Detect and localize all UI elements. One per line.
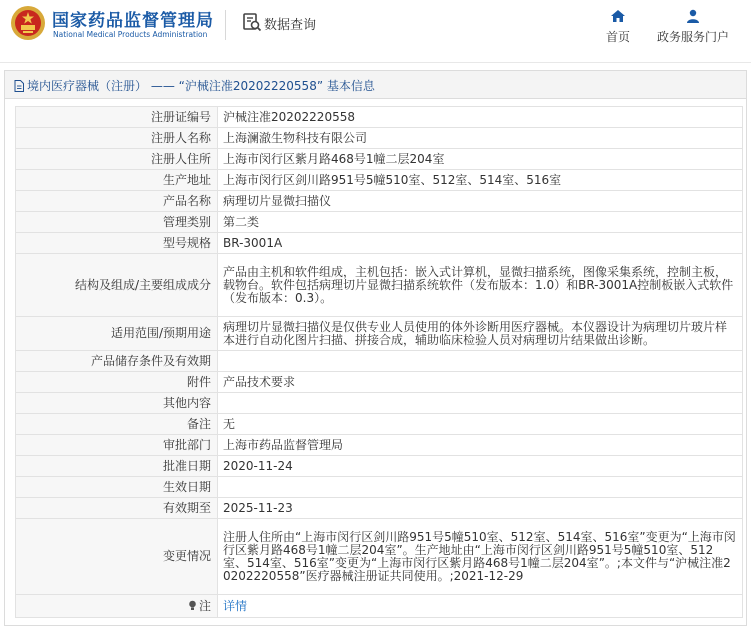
row-value: BR-3001A <box>218 233 743 254</box>
row-key: 型号规格 <box>16 233 218 254</box>
row-value <box>218 351 743 372</box>
data-query-icon <box>242 12 262 32</box>
nav-home[interactable] <box>600 8 636 45</box>
table-row <box>16 414 743 435</box>
header-divider <box>225 10 226 40</box>
table-row <box>16 212 743 233</box>
table-row <box>16 477 743 498</box>
table-row <box>16 149 743 170</box>
row-key: 注册人住所 <box>16 149 218 170</box>
row-value: 病理切片显微扫描仪 <box>218 191 743 212</box>
national-emblem-icon <box>10 5 46 41</box>
note-value <box>218 595 743 618</box>
table-row <box>16 372 743 393</box>
table-row <box>16 128 743 149</box>
row-key: 产品名称 <box>16 191 218 212</box>
row-key: 审批部门 <box>16 435 218 456</box>
row-key: 批准日期 <box>16 456 218 477</box>
row-key: 生效日期 <box>16 477 218 498</box>
row-key: 生产地址 <box>16 170 218 191</box>
document-icon <box>14 80 24 92</box>
row-key: 变更情况 <box>16 519 218 595</box>
row-value <box>218 477 743 498</box>
table-row <box>16 519 743 595</box>
note-key-label: 注 <box>198 598 211 613</box>
user-icon <box>685 8 701 24</box>
nav-gov-service-label: 政务服务门户 <box>656 30 729 44</box>
row-key: 备注 <box>16 414 218 435</box>
row-key: 结构及组成/主要组成成分 <box>16 254 218 317</box>
table-row <box>16 170 743 191</box>
row-value: 病理切片显微扫描仪是仅供专业人员使用的体外诊断用医疗器械。本仪器设计为病理切片玻片样本进行自动化图片扫描、拼接合成，辅助临床检验人员对病理切片结果做出诊断。 <box>218 317 743 351</box>
row-key: 其他内容 <box>16 393 218 414</box>
table-row <box>16 191 743 212</box>
data-query-title: 数据查询 <box>264 18 317 33</box>
header-underline <box>0 62 751 63</box>
row-key: 注册证编号 <box>16 107 218 128</box>
table-row <box>16 233 743 254</box>
lightbulb-icon <box>188 600 197 611</box>
table-row <box>16 351 743 372</box>
row-value: 2025-11-23 <box>218 498 743 519</box>
row-value: 上海市闵行区剑川路951号5幢510室、512室、514室、516室 <box>218 170 743 191</box>
breadcrumb <box>5 71 746 99</box>
row-value: 2020-11-24 <box>218 456 743 477</box>
row-key: 产品储存条件及有效期 <box>16 351 218 372</box>
row-key: 管理类别 <box>16 212 218 233</box>
row-value: 无 <box>218 414 743 435</box>
home-icon <box>610 8 626 24</box>
nav-gov-service-portal[interactable] <box>654 8 732 45</box>
note-key <box>16 595 218 618</box>
table-row <box>16 393 743 414</box>
table-row <box>16 456 743 477</box>
table-row-note <box>16 595 743 618</box>
breadcrumb-text: 境内医疗器械（注册） —— “沪械注准20202220558” 基本信息 <box>27 79 375 93</box>
row-value: 产品技术要求 <box>218 372 743 393</box>
row-value: 注册人住所由“上海市闵行区剑川路951号5幢510室、512室、514室、516室”变更为“上海市闵行区紫月路468号1幢二层204室”。生产地址由“上海市闵行区剑川路951号5幢510室、512室、514室、516室”变更为“上海市闵行区紫月路468号1幢二层204室”。;本文件与“沪械注准20202220558”医疗器械注册证共同使用。;2021-12-29 <box>218 519 743 595</box>
row-key: 适用范围/预期用途 <box>16 317 218 351</box>
row-key: 有效期至 <box>16 498 218 519</box>
row-value: 上海澜澈生物科技有限公司 <box>218 128 743 149</box>
row-value: 沪械注准20202220558 <box>218 107 743 128</box>
row-value: 上海市药品监督管理局 <box>218 435 743 456</box>
detail-panel <box>4 70 747 626</box>
row-value: 上海市闵行区紫月路468号1幢二层204室 <box>218 149 743 170</box>
site-logo-subtitle[interactable]: National Medical Products Administration <box>53 30 208 39</box>
site-logo-title[interactable]: 国家药品监督管理局 <box>52 11 214 31</box>
row-key: 附件 <box>16 372 218 393</box>
top-header <box>0 0 751 62</box>
table-row <box>16 498 743 519</box>
details-link[interactable]: 详情 <box>223 598 248 613</box>
row-value: 第二类 <box>218 212 743 233</box>
row-value: 产品由主机和软件组成，主机包括：嵌入式计算机，显微扫描系统，图像采集系统，控制主板，载物台。软件包括病理切片显微扫描系统软件（发布版本：1.0）和BR-3001A控制板嵌入式软件（发布版本：0.3）。 <box>218 254 743 317</box>
row-key: 注册人名称 <box>16 128 218 149</box>
table-row <box>16 435 743 456</box>
nav-home-label: 首页 <box>605 30 630 44</box>
table-row <box>16 254 743 317</box>
device-info-table <box>15 106 743 618</box>
row-value <box>218 393 743 414</box>
table-row <box>16 107 743 128</box>
table-row <box>16 317 743 351</box>
